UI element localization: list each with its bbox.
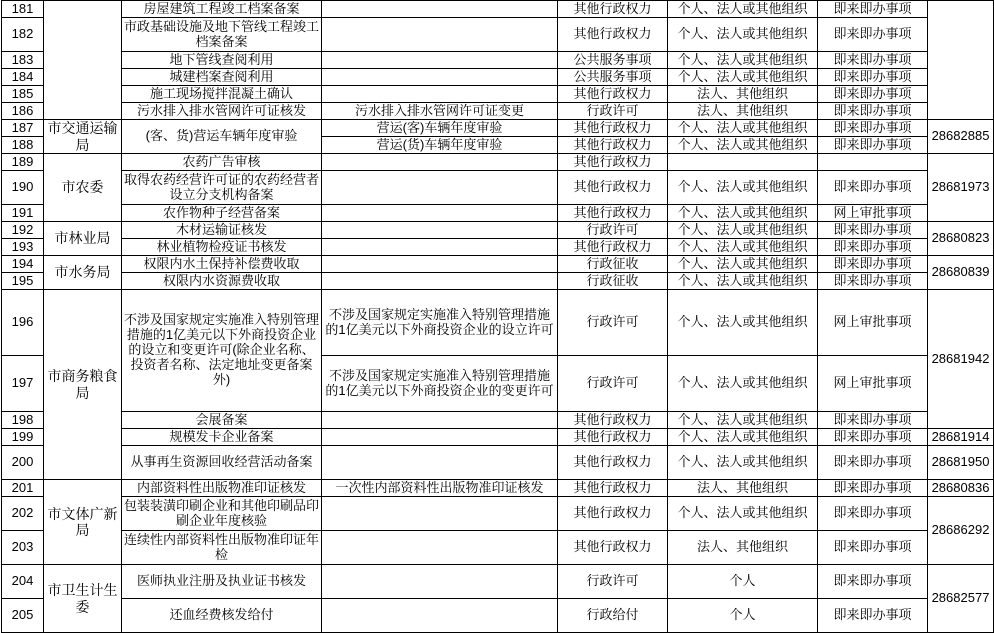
cell-no: 188 [2, 137, 44, 154]
cell-obj: 个人、法人或其他组织 [668, 120, 818, 137]
cell-sub: 营运(客)车辆年度审验 [322, 120, 558, 137]
cell-mode: 即来即办事项 [818, 86, 928, 103]
cell-item: 农药广告审核 [122, 154, 322, 171]
table-row [2, 480, 994, 497]
table-row [2, 86, 994, 103]
cell-mode: 即来即办事项 [818, 137, 928, 154]
cell-item: (客、货)营运车辆年度审验 [122, 120, 322, 154]
cell-sub [322, 1, 558, 18]
cell-item: 连续性内部资料性出版物准印证年检 [122, 531, 322, 565]
cell-type: 其他行政权力 [558, 18, 668, 52]
cell-no: 187 [2, 120, 44, 137]
cell-no: 196 [2, 290, 44, 356]
cell-phone: 28686292 [928, 497, 994, 565]
cell-mode: 即来即办事项 [818, 222, 928, 239]
cell-obj: 法人、其他组织 [668, 86, 818, 103]
cell-dept: 市交通运输局 [44, 120, 122, 154]
table-row [2, 1, 994, 18]
cell-mode: 即来即办事项 [818, 171, 928, 205]
table-row [2, 290, 994, 356]
cell-dept: 市林业局 [44, 222, 122, 256]
cell-type: 行政征收 [558, 256, 668, 273]
cell-obj: 法人、其他组织 [668, 103, 818, 120]
cell-phone: 28680836 [928, 480, 994, 497]
cell-obj: 个人、法人或其他组织 [668, 356, 818, 412]
cell-type: 其他行政权力 [558, 429, 668, 446]
cell-obj: 个人、法人或其他组织 [668, 446, 818, 480]
cell-mode: 即来即办事项 [818, 412, 928, 429]
cell-item: 内部资料性出版物准印证核发 [122, 480, 322, 497]
cell-obj: 个人、法人或其他组织 [668, 52, 818, 69]
cell-sub [322, 497, 558, 531]
cell-mode: 网上审批事项 [818, 205, 928, 222]
cell-obj: 个人、法人或其他组织 [668, 1, 818, 18]
cell-item: 规模发卡企业备案 [122, 429, 322, 446]
cell-mode: 网上审批事项 [818, 290, 928, 356]
cell-type: 公共服务事项 [558, 52, 668, 69]
cell-item: 包装装潢印刷企业和其他印刷品印刷企业年度核验 [122, 497, 322, 531]
table-row [2, 222, 994, 239]
cell-no: 185 [2, 86, 44, 103]
cell-no: 191 [2, 205, 44, 222]
cell-phone: 28681973 [928, 154, 994, 222]
table-row [2, 412, 994, 429]
cell-obj: 个人、法人或其他组织 [668, 171, 818, 205]
cell-type: 行政许可 [558, 356, 668, 412]
cell-item: 木材运输证核发 [122, 222, 322, 239]
cell-type: 行政许可 [558, 103, 668, 120]
cell-item: 施工现场搅拌混凝土确认 [122, 86, 322, 103]
table-row [2, 599, 994, 633]
cell-sub [322, 52, 558, 69]
cell-obj: 个人、法人或其他组织 [668, 69, 818, 86]
table-row [2, 565, 994, 599]
cell-no: 197 [2, 356, 44, 412]
cell-type: 其他行政权力 [558, 205, 668, 222]
cell-sub [322, 429, 558, 446]
table-row [2, 256, 994, 273]
cell-item: 林业植物检疫证书核发 [122, 239, 322, 256]
cell-item: 会展备案 [122, 412, 322, 429]
cell-no: 202 [2, 497, 44, 531]
cell-mode: 即来即办事项 [818, 565, 928, 599]
cell-phone: 28681914 [928, 429, 994, 446]
cell-sub: 营运(货)车辆年度审验 [322, 137, 558, 154]
cell-type: 行政征收 [558, 273, 668, 290]
cell-type: 其他行政权力 [558, 154, 668, 171]
cell-sub: 不涉及国家规定实施准入特别管理措施的1亿美元以下外商投资企业的设立许可 [322, 290, 558, 356]
cell-type: 其他行政权力 [558, 86, 668, 103]
cell-mode: 即来即办事项 [818, 480, 928, 497]
cell-obj: 法人、其他组织 [668, 531, 818, 565]
cell-no: 200 [2, 446, 44, 480]
cell-no: 181 [2, 1, 44, 18]
cell-obj: 个人、法人或其他组织 [668, 273, 818, 290]
table-row [2, 120, 994, 137]
cell-type: 行政许可 [558, 565, 668, 599]
cell-item: 还血经费核发给付 [122, 599, 322, 633]
cell-obj: 个人、法人或其他组织 [668, 18, 818, 52]
cell-no: 204 [2, 565, 44, 599]
cell-sub [322, 446, 558, 480]
cell-sub [322, 69, 558, 86]
cell-sub [322, 205, 558, 222]
cell-type: 其他行政权力 [558, 1, 668, 18]
table-row [2, 273, 994, 290]
table-body [2, 1, 994, 633]
table-row [2, 18, 994, 52]
cell-sub: 污水排入排水管网许可证变更 [322, 103, 558, 120]
table-row [2, 103, 994, 120]
cell-phone: 28682885 [928, 120, 994, 154]
cell-no: 199 [2, 429, 44, 446]
cell-sub [322, 18, 558, 52]
cell-sub [322, 565, 558, 599]
cell-no: 186 [2, 103, 44, 120]
table-row [2, 429, 994, 446]
cell-no: 194 [2, 256, 44, 273]
cell-item: 污水排入排水管网许可证核发 [122, 103, 322, 120]
cell-sub: 不涉及国家规定实施准入特别管理措施的1亿美元以下外商投资企业的变更许可 [322, 356, 558, 412]
regulatory-items-table [1, 0, 994, 633]
cell-sub [322, 531, 558, 565]
cell-type: 其他行政权力 [558, 497, 668, 531]
cell-no: 201 [2, 480, 44, 497]
cell-type: 其他行政权力 [558, 531, 668, 565]
cell-sub [322, 412, 558, 429]
cell-mode: 即来即办事项 [818, 256, 928, 273]
cell-obj: 个人、法人或其他组织 [668, 429, 818, 446]
cell-mode: 即来即办事项 [818, 599, 928, 633]
cell-item: 医师执业注册及执业证书核发 [122, 565, 322, 599]
cell-type: 其他行政权力 [558, 446, 668, 480]
cell-sub [322, 273, 558, 290]
table-row [2, 446, 994, 480]
cell-dept: 市水务局 [44, 256, 122, 290]
cell-no: 193 [2, 239, 44, 256]
cell-phone: 28681942 [928, 290, 994, 429]
cell-item: 城建档案查阅利用 [122, 69, 322, 86]
cell-no: 192 [2, 222, 44, 239]
cell-phone: 28680839 [928, 256, 994, 290]
cell-no: 184 [2, 69, 44, 86]
cell-obj: 个人、法人或其他组织 [668, 256, 818, 273]
cell-item: 不涉及国家规定实施准入特别管理措施的1亿美元以下外商投资企业的设立和变更许可(除企业名称、投资者名称、法定地址变更备案外) [122, 290, 322, 412]
cell-type: 其他行政权力 [558, 137, 668, 154]
cell-obj: 个人、法人或其他组织 [668, 290, 818, 356]
cell-no: 189 [2, 154, 44, 171]
cell-obj: 个人、法人或其他组织 [668, 412, 818, 429]
cell-obj: 个人、法人或其他组织 [668, 497, 818, 531]
cell-item: 地下管线查阅利用 [122, 52, 322, 69]
cell-obj: 个人、法人或其他组织 [668, 222, 818, 239]
cell-no: 203 [2, 531, 44, 565]
cell-item: 农作物种子经营备案 [122, 205, 322, 222]
cell-obj: 个人、法人或其他组织 [668, 239, 818, 256]
cell-obj: 个人、法人或其他组织 [668, 137, 818, 154]
cell-dept: 市农委 [44, 154, 122, 222]
cell-phone: 28682577 [928, 565, 994, 633]
cell-sub [322, 86, 558, 103]
cell-obj [668, 154, 818, 171]
table-row [2, 171, 994, 205]
cell-mode: 即来即办事项 [818, 69, 928, 86]
cell-no: 205 [2, 599, 44, 633]
cell-sub [322, 599, 558, 633]
cell-dept: 市文体广新局 [44, 480, 122, 565]
cell-item: 市政基础设施及地下管线工程竣工档案备案 [122, 18, 322, 52]
table-row [2, 69, 994, 86]
cell-type: 其他行政权力 [558, 480, 668, 497]
cell-phone [928, 1, 994, 120]
cell-obj: 个人 [668, 565, 818, 599]
cell-sub [322, 256, 558, 273]
cell-type: 其他行政权力 [558, 120, 668, 137]
cell-no: 182 [2, 18, 44, 52]
table-row [2, 154, 994, 171]
cell-sub [322, 154, 558, 171]
cell-obj: 个人 [668, 599, 818, 633]
cell-type: 行政给付 [558, 599, 668, 633]
cell-mode: 即来即办事项 [818, 120, 928, 137]
table-row [2, 497, 994, 531]
cell-mode: 网上审批事项 [818, 356, 928, 412]
cell-mode [818, 154, 928, 171]
table-row [2, 531, 994, 565]
cell-dept: 市卫生计生委 [44, 565, 122, 633]
cell-mode: 即来即办事项 [818, 239, 928, 256]
cell-mode: 即来即办事项 [818, 1, 928, 18]
cell-mode: 即来即办事项 [818, 429, 928, 446]
cell-mode: 即来即办事项 [818, 273, 928, 290]
cell-no: 190 [2, 171, 44, 205]
cell-no: 198 [2, 412, 44, 429]
cell-sub [322, 171, 558, 205]
cell-obj: 法人、其他组织 [668, 480, 818, 497]
cell-sub [322, 222, 558, 239]
cell-mode: 即来即办事项 [818, 103, 928, 120]
cell-no: 183 [2, 52, 44, 69]
cell-item: 取得农药经营许可证的农药经营者设立分支机构备案 [122, 171, 322, 205]
cell-dept [44, 1, 122, 120]
cell-type: 其他行政权力 [558, 412, 668, 429]
cell-item: 权限内水土保持补偿费收取 [122, 256, 322, 273]
cell-item: 权限内水资源费收取 [122, 273, 322, 290]
cell-item: 房屋建筑工程竣工档案备案 [122, 1, 322, 18]
cell-mode: 即来即办事项 [818, 52, 928, 69]
cell-sub [322, 239, 558, 256]
cell-type: 其他行政权力 [558, 171, 668, 205]
table-row [2, 205, 994, 222]
cell-mode: 即来即办事项 [818, 531, 928, 565]
cell-type: 公共服务事项 [558, 69, 668, 86]
cell-phone: 28680823 [928, 222, 994, 256]
cell-item: 从事再生资源回收经营活动备案 [122, 446, 322, 480]
cell-type: 行政许可 [558, 222, 668, 239]
table-row [2, 239, 994, 256]
cell-no: 195 [2, 273, 44, 290]
cell-dept: 市商务粮食局 [44, 290, 122, 480]
cell-obj: 个人、法人或其他组织 [668, 205, 818, 222]
cell-mode: 即来即办事项 [818, 497, 928, 531]
table-row [2, 52, 994, 69]
cell-phone: 28681950 [928, 446, 994, 480]
cell-type: 行政许可 [558, 290, 668, 356]
cell-type: 其他行政权力 [558, 239, 668, 256]
cell-sub: 一次性内部资料性出版物准印证核发 [322, 480, 558, 497]
cell-mode: 即来即办事项 [818, 446, 928, 480]
cell-mode: 即来即办事项 [818, 18, 928, 52]
